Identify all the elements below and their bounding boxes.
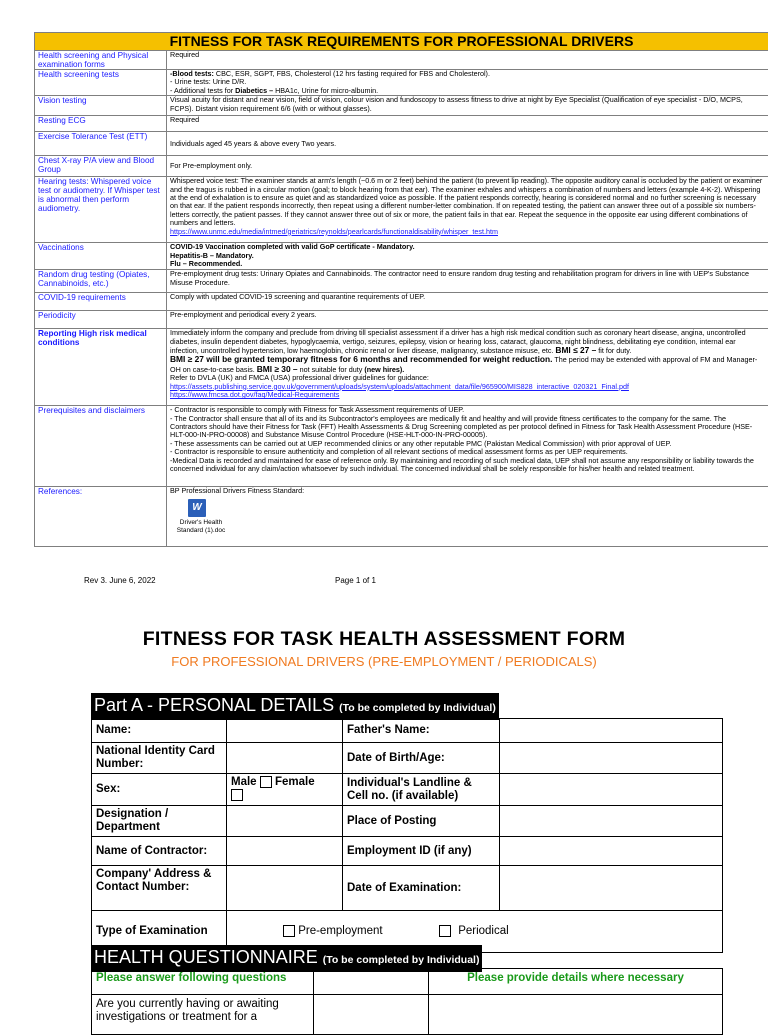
phone-field[interactable]	[500, 774, 723, 806]
row-value: Visual acuity for distant and near vision, field of vision, colour vision and fundoscopy to assess fitness to drive at night by Eye Specialist (Qualification of eye specialist - D/O, MCPS, FCPS). Distant vision requirement 6/6 (with or without glasses).	[167, 96, 768, 116]
text-bold: BMI ≥ 30 –	[257, 364, 298, 374]
text: - Contractor is responsible to ensure authenticity and completion of all relevant sections of medical assessment forms as per UEP requirements.	[170, 447, 628, 456]
questionnaire-table	[91, 968, 723, 1035]
text-bold: BMI ≥ 27 will be granted temporary fitness for 6 months and recommended for weight reduction.	[170, 354, 552, 364]
address-field[interactable]	[227, 866, 343, 911]
text: - Additional tests for	[170, 86, 235, 95]
row-value: Pre-employment drug tests: Urinary Opiates and Cannabinoids. The contractor need to ensure random drug testing and rehabilitation program for drivers in line with UEP's Substance Misuse Procedure.	[167, 270, 768, 293]
male-label: Male	[231, 776, 257, 788]
text-bold: -Blood tests:	[170, 70, 214, 79]
text: not suitable for duty	[298, 365, 365, 374]
designation-field[interactable]	[227, 806, 343, 837]
row-value: Required	[167, 51, 768, 70]
row-label: Vision testing	[35, 96, 167, 116]
attachment-label[interactable]: Driver's Health Standard (1).doc	[170, 519, 232, 535]
name-field[interactable]	[227, 719, 343, 743]
field-label: Name of Contractor:	[92, 837, 227, 866]
field-label: Employment ID (if any)	[343, 837, 500, 866]
row-value: Comply with updated COVID-19 screening and quarantine requirements of UEP.	[167, 293, 768, 311]
whisper-test-link[interactable]: https://www.unmc.edu/media/intmed/geriatrics/reynolds/pearlcards/functionaldisability/whisper_test.htm	[170, 227, 498, 236]
row-value	[167, 487, 768, 547]
row-value	[167, 329, 768, 406]
row-value	[167, 70, 768, 96]
fmcsa-link[interactable]: https://www.fmcsa.dot.gov/faq/Medical-Requirements	[170, 390, 339, 399]
field-label: Date of Birth/Age:	[343, 743, 500, 774]
text: COVID-19 Vaccination completed with valid GoP certificate - Mandatory.	[170, 243, 415, 252]
text: BP Professional Drivers Fitness Standard:	[170, 487, 765, 495]
pre-employment-checkbox[interactable]	[283, 925, 295, 937]
text-bold: Diabetics –	[235, 86, 273, 95]
revision-text: Rev 3. June 6, 2022	[84, 576, 156, 585]
row-label: Exercise Tolerance Test (ETT)	[35, 132, 167, 156]
text: -Medical Data is recorded and maintained for ease of reference only. By maintaining and recording of such medical data, UEP shall not assume any responsibility or liability towards the concerned individual for any claim/action whatsoever by such individual. The concerned individual shall be solely responsible for his/her health and related treatment.	[170, 456, 754, 473]
row-label: Vaccinations	[35, 243, 167, 270]
field-label: Type of Examination	[92, 911, 227, 953]
word-doc-icon[interactable]: W	[188, 499, 206, 517]
text: - Urine tests: Urine D/R.	[170, 77, 246, 86]
contractor-field[interactable]	[227, 837, 343, 866]
periodical-label: Periodical	[458, 925, 509, 937]
row-label: Reporting High risk medical conditions	[35, 329, 167, 406]
field-label: Designation / Department	[92, 806, 227, 837]
attachment-icon-wrap[interactable]	[188, 499, 765, 517]
male-checkbox[interactable]	[260, 776, 272, 788]
text: Refer to DVLA (UK) and FMCA (USA) professional driver guidelines for guidance:	[170, 373, 429, 382]
questionnaire-title: HEALTH QUESTIONNAIRE	[94, 947, 318, 967]
row-label: Health screening and Physical examination forms	[35, 51, 167, 70]
text: Flu – Recommended.	[170, 259, 242, 268]
text: The period may be extended with approval of FM and Manager-OH on case-to-case basis.	[170, 355, 757, 373]
form-title: FITNESS FOR TASK HEALTH ASSESSMENT FORM	[0, 628, 768, 651]
row-label: Resting ECG	[35, 116, 167, 132]
form-subtitle: FOR PROFESSIONAL DRIVERS (PRE-EMPLOYMENT / PERIODICALS)	[0, 654, 768, 669]
personal-details-table	[91, 718, 723, 953]
row-label: Chest X-ray P/A view and Blood Group	[35, 156, 167, 177]
field-label: Father's Name:	[343, 719, 500, 743]
text: - These assessments can be carried out at UEP recommended clinics or any other reputable PMC (Pakistan Medical Commission) with prior approval of UEP.	[170, 439, 671, 448]
row-label: Periodicity	[35, 311, 167, 329]
row-label: Prerequisites and disclaimers	[35, 406, 167, 487]
female-label: Female	[275, 776, 315, 788]
questions-header: Please answer following questions	[92, 969, 314, 995]
text: Whispered voice test: The examiner stands at arm's length (~0.6 m or 2 feet) behind the patient (to prevent lip reading). The opposite auditory canal is occluded by the patient or examiner and the tragus is rubbed in a circular motion (goal; to block hearing from that ear). The examiner exhales and whispers a combination of numbers and letters (example 4-K-2). Whispering at the end of exhalation is to ensure as quiet and as standardized voice as possible. If the patient responds correctly, hearing is considered normal and no further screening is necessary on that ear. If the patient responds incorrectly, then repeat using a different number-letter combination. If on repeated testing, the patient can answer three out of a possible six numbers-letters correctly, the patient passes. If they cannot answer three out of six or more, the patient fails in that ear. Repeat the sequence in the opposite ear using different combinations of numbers and letters.	[170, 177, 762, 228]
text: Immediately inform the company and preclude from driving till specialist assessment if a driver has a high risk medical condition such as coronary heart disease, angina, uncontrolled diabetes, insulin dependent diabetes, hypoglycaemia, vertigo, seizures, epilepsy, vision or hearing loss, cataract, glaucoma, night blindness, debilitating eye condition, internal ear infection, uncontrolled hypertension, low haemoglobin, chronic renal or liver disease, malignancy, substance misuse, etc.	[170, 329, 746, 355]
row-value: Required	[167, 116, 768, 132]
row-label: Hearing tests: Whispered voice test or audiometry. If Whisper test is abnormal then perform audiometry.	[35, 177, 167, 243]
answer-field[interactable]	[314, 995, 429, 1035]
nic-field[interactable]	[227, 743, 343, 774]
field-label: Individual's Landline & Cell no. (if available)	[343, 774, 500, 806]
text-bold: (new hires).	[364, 365, 404, 374]
pre-employment-label: Pre-employment	[298, 925, 382, 937]
female-checkbox[interactable]	[231, 789, 243, 801]
questionnaire-note: (To be completed by Individual)	[323, 954, 480, 966]
dob-field[interactable]	[500, 743, 723, 774]
text: HBA1c, Urine for micro-albumin.	[273, 86, 378, 95]
text: CBC, ESR, SGPT, FBS, Cholesterol (12 hrs fasting required for FBS and Cholesterol).	[214, 70, 490, 79]
field-label: Place of Posting	[343, 806, 500, 837]
row-label: Random drug testing (Opiates, Cannabinoids, etc.)	[35, 270, 167, 293]
field-label: Date of Examination:	[343, 866, 500, 911]
text: fit for duty.	[596, 346, 631, 355]
page-number: Page 1 of 1	[335, 576, 376, 585]
field-label: National Identity Card Number:	[92, 743, 227, 774]
row-value	[167, 243, 768, 270]
text: - The Contractor shall ensure that all of its and its Subcontractor's employees are medically fit and healthy and will provide fitness certificates to the company for the same. The Contractors should have their Fitness for Task (FFT) Health Assessments & Drug Screening completed as per protocol defined in Fitness for Task Health Assessment Procedure (HSE-HLT-000-IN-PRO-00008) and Substance Misuse Control Procedure (HSE-HLT-000-IN-PRO-00005).	[170, 414, 752, 440]
field-label: Sex:	[92, 774, 227, 806]
exam-date-field[interactable]	[500, 866, 723, 911]
requirements-table	[34, 32, 768, 547]
requirements-title: FITNESS FOR TASK REQUIREMENTS FOR PROFESSIONAL DRIVERS	[35, 33, 768, 51]
field-label: Name:	[92, 719, 227, 743]
answer-header	[314, 969, 429, 995]
part-a-note: (To be completed by Individual)	[339, 702, 496, 714]
sex-field	[227, 774, 343, 806]
details-header: Please provide details where necessary	[429, 969, 723, 995]
row-value	[167, 406, 768, 487]
text-bold: BMI ≤ 27 –	[555, 345, 596, 355]
text: Hepatitis-B – Mandatory.	[170, 251, 254, 260]
row-value: Individuals aged 45 years & above every Two years.	[167, 132, 768, 156]
field-label: Company' Address & Contact Number:	[92, 866, 227, 911]
details-field[interactable]	[429, 995, 723, 1035]
text: - Contractor is responsible to comply with Fitness for Task Assessment requirements of UEP.	[170, 406, 464, 415]
part-a-title: Part A - PERSONAL DETAILS	[94, 695, 334, 715]
row-label: COVID-19 requirements	[35, 293, 167, 311]
employment-id-field[interactable]	[500, 837, 723, 866]
dvla-link[interactable]: https://assets.publishing.service.gov.uk/government/uploads/system/uploads/attachment_data/file/965900/MIS828_interactive_020321_Final.pdf	[170, 382, 629, 391]
part-a-heading	[91, 693, 499, 720]
fathers-name-field[interactable]	[500, 719, 723, 743]
question-text: Are you currently having or awaiting investigations or treatment for a	[92, 995, 314, 1035]
row-label: Health screening tests	[35, 70, 167, 96]
row-label: References:	[35, 487, 167, 547]
row-value: For Pre-employment only.	[167, 156, 768, 177]
periodical-checkbox[interactable]	[439, 925, 451, 937]
posting-field[interactable]	[500, 806, 723, 837]
row-value: Pre-employment and periodical every 2 years.	[167, 311, 768, 329]
row-value	[167, 177, 768, 243]
